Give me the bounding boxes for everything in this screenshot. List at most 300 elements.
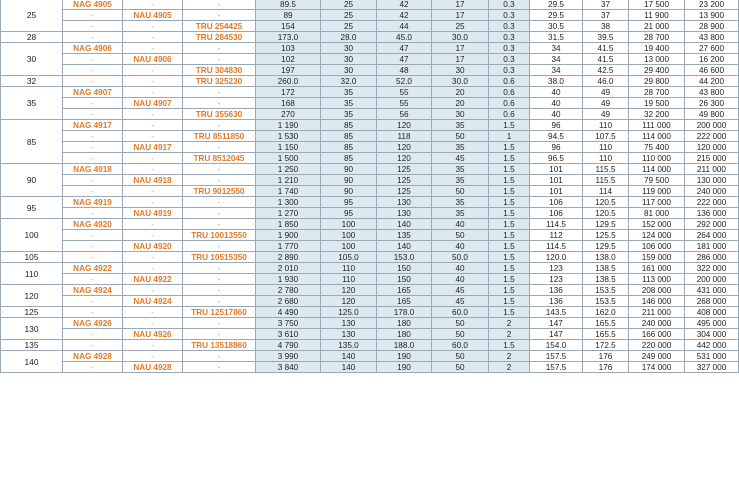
tru-part-cell: TRU 254425 <box>183 21 256 32</box>
nag-part-cell: NAG 4917 <box>63 120 123 131</box>
table-row <box>1 186 739 197</box>
outer-diameter-cell: 150 <box>377 274 432 285</box>
static-rating-cell: 200 000 <box>685 120 739 131</box>
shoulder-da-cell: 147 <box>530 318 583 329</box>
outer-diameter-cell: 47 <box>377 54 432 65</box>
outer-diameter-cell: 140 <box>377 241 432 252</box>
inner-diameter-cell: 140 <box>321 351 377 362</box>
load-cell: 1 150 <box>256 142 321 153</box>
static-rating-cell: 13 900 <box>685 10 739 21</box>
load-cell: 2 780 <box>256 285 321 296</box>
shoulder-da-cell: 29.5 <box>530 0 583 10</box>
shoulder-da-cell: 96.5 <box>530 153 583 164</box>
tru-part-cell: - <box>183 285 256 296</box>
width-cell: 17 <box>432 54 489 65</box>
bore-size-cell: 35 <box>1 87 63 120</box>
tru-part-cell: - <box>183 175 256 186</box>
nag-part-cell: - <box>63 65 123 76</box>
width-cell: 17 <box>432 10 489 21</box>
shoulder-Da-cell: 129.5 <box>583 219 629 230</box>
static-rating-cell: 28 900 <box>685 21 739 32</box>
width-cell: 40 <box>432 241 489 252</box>
shoulder-da-cell: 34 <box>530 54 583 65</box>
load-cell: 103 <box>256 43 321 54</box>
nag-part-cell: - <box>63 153 123 164</box>
radius-cell: 1.5 <box>489 153 530 164</box>
tru-part-cell: TRU 12517860 <box>183 307 256 318</box>
load-cell: 89.5 <box>256 0 321 10</box>
bore-size-cell: 85 <box>1 120 63 164</box>
shoulder-da-cell: 29.5 <box>530 10 583 21</box>
radius-cell: 0.3 <box>489 32 530 43</box>
shoulder-da-cell: 101 <box>530 175 583 186</box>
radius-cell: 0.3 <box>489 65 530 76</box>
width-cell: 35 <box>432 208 489 219</box>
tru-part-cell: - <box>183 120 256 131</box>
tru-part-cell: - <box>183 241 256 252</box>
inner-diameter-cell: 95 <box>321 197 377 208</box>
static-rating-cell: 442 000 <box>685 340 739 351</box>
width-cell: 20 <box>432 98 489 109</box>
outer-diameter-cell: 120 <box>377 153 432 164</box>
dynamic-rating-cell: 79 500 <box>629 175 685 186</box>
outer-diameter-cell: 180 <box>377 329 432 340</box>
static-rating-cell: 292 000 <box>685 219 739 230</box>
nag-part-cell: - <box>63 296 123 307</box>
radius-cell: 1.5 <box>489 120 530 131</box>
radius-cell: 1.5 <box>489 186 530 197</box>
radius-cell: 1.5 <box>489 241 530 252</box>
inner-diameter-cell: 90 <box>321 164 377 175</box>
width-cell: 17 <box>432 43 489 54</box>
load-cell: 1 300 <box>256 197 321 208</box>
width-cell: 30.0 <box>432 76 489 87</box>
tru-part-cell: - <box>183 142 256 153</box>
radius-cell: 2 <box>489 329 530 340</box>
width-cell: 45 <box>432 296 489 307</box>
width-cell: 40 <box>432 263 489 274</box>
table-row <box>1 131 739 142</box>
radius-cell: 2 <box>489 351 530 362</box>
nag-part-cell: NAG 4922 <box>63 263 123 274</box>
nag-part-cell: - <box>63 340 123 351</box>
radius-cell: 1.5 <box>489 142 530 153</box>
shoulder-da-cell: 34 <box>530 65 583 76</box>
outer-diameter-cell: 153.0 <box>377 252 432 263</box>
outer-diameter-cell: 125 <box>377 186 432 197</box>
load-cell: 4 790 <box>256 340 321 351</box>
shoulder-Da-cell: 120.5 <box>583 197 629 208</box>
shoulder-Da-cell: 120.5 <box>583 208 629 219</box>
radius-cell: 2 <box>489 318 530 329</box>
static-rating-cell: 16 200 <box>685 54 739 65</box>
dynamic-rating-cell: 113 000 <box>629 274 685 285</box>
nag-part-cell: - <box>63 142 123 153</box>
tru-part-cell: TRU 284530 <box>183 32 256 43</box>
bore-size-cell: 25 <box>1 0 63 32</box>
static-rating-cell: 130 000 <box>685 175 739 186</box>
dynamic-rating-cell: 161 000 <box>629 263 685 274</box>
tru-part-cell: TRU 10013550 <box>183 230 256 241</box>
dynamic-rating-cell: 117 000 <box>629 197 685 208</box>
nag-part-cell: - <box>63 32 123 43</box>
dynamic-rating-cell: 119 000 <box>629 186 685 197</box>
nag-part-cell: NAG 4924 <box>63 285 123 296</box>
table-row <box>1 329 739 340</box>
shoulder-Da-cell: 165.5 <box>583 329 629 340</box>
inner-diameter-cell: 85 <box>321 131 377 142</box>
outer-diameter-cell: 48 <box>377 65 432 76</box>
table-row <box>1 21 739 32</box>
shoulder-da-cell: 157.5 <box>530 362 583 373</box>
radius-cell: 1.5 <box>489 340 530 351</box>
outer-diameter-cell: 135 <box>377 230 432 241</box>
radius-cell: 1.5 <box>489 219 530 230</box>
static-rating-cell: 215 000 <box>685 153 739 164</box>
inner-diameter-cell: 28.0 <box>321 32 377 43</box>
static-rating-cell: 222 000 <box>685 131 739 142</box>
width-cell: 50 <box>432 362 489 373</box>
static-rating-cell: 240 000 <box>685 186 739 197</box>
inner-diameter-cell: 35 <box>321 98 377 109</box>
static-rating-cell: 44 200 <box>685 76 739 87</box>
inner-diameter-cell: 105.0 <box>321 252 377 263</box>
inner-diameter-cell: 140 <box>321 362 377 373</box>
load-cell: 1 850 <box>256 219 321 230</box>
load-cell: 154 <box>256 21 321 32</box>
shoulder-da-cell: 112 <box>530 230 583 241</box>
table-row <box>1 98 739 109</box>
radius-cell: 0.3 <box>489 43 530 54</box>
width-cell: 50.0 <box>432 252 489 263</box>
shoulder-da-cell: 157.5 <box>530 351 583 362</box>
bore-size-cell: 95 <box>1 197 63 219</box>
tru-part-cell: - <box>183 164 256 175</box>
static-rating-cell: 211 000 <box>685 164 739 175</box>
nau-part-cell: - <box>123 219 183 230</box>
nau-part-cell: - <box>123 186 183 197</box>
shoulder-Da-cell: 107.5 <box>583 131 629 142</box>
nau-part-cell: NAU 4918 <box>123 175 183 186</box>
nau-part-cell: - <box>123 0 183 10</box>
width-cell: 25 <box>432 21 489 32</box>
shoulder-da-cell: 114.5 <box>530 219 583 230</box>
outer-diameter-cell: 45.0 <box>377 32 432 43</box>
nau-part-cell: NAU 4928 <box>123 362 183 373</box>
nag-part-cell: NAG 4928 <box>63 351 123 362</box>
table-row <box>1 274 739 285</box>
radius-cell: 1.5 <box>489 296 530 307</box>
nag-part-cell: - <box>63 98 123 109</box>
shoulder-Da-cell: 138.0 <box>583 252 629 263</box>
static-rating-cell: 408 000 <box>685 307 739 318</box>
width-cell: 45 <box>432 153 489 164</box>
bore-size-cell: 32 <box>1 76 63 87</box>
nag-part-cell: - <box>63 307 123 318</box>
shoulder-da-cell: 94.5 <box>530 131 583 142</box>
shoulder-Da-cell: 115.5 <box>583 175 629 186</box>
static-rating-cell: 431 000 <box>685 285 739 296</box>
shoulder-Da-cell: 153.5 <box>583 296 629 307</box>
nag-part-cell: - <box>63 362 123 373</box>
load-cell: 1 250 <box>256 164 321 175</box>
nau-part-cell: - <box>123 109 183 120</box>
shoulder-Da-cell: 165.5 <box>583 318 629 329</box>
shoulder-Da-cell: 37 <box>583 0 629 10</box>
radius-cell: 0.6 <box>489 98 530 109</box>
width-cell: 40 <box>432 274 489 285</box>
outer-diameter-cell: 55 <box>377 98 432 109</box>
nau-part-cell: - <box>123 153 183 164</box>
tru-part-cell: - <box>183 43 256 54</box>
inner-diameter-cell: 90 <box>321 186 377 197</box>
inner-diameter-cell: 35 <box>321 109 377 120</box>
outer-diameter-cell: 55 <box>377 87 432 98</box>
outer-diameter-cell: 150 <box>377 263 432 274</box>
radius-cell: 1 <box>489 131 530 142</box>
bore-size-cell: 130 <box>1 318 63 340</box>
shoulder-Da-cell: 125.5 <box>583 230 629 241</box>
inner-diameter-cell: 25 <box>321 0 377 10</box>
tru-part-cell: - <box>183 362 256 373</box>
static-rating-cell: 531 000 <box>685 351 739 362</box>
table-row <box>1 318 739 329</box>
inner-diameter-cell: 120 <box>321 296 377 307</box>
table-row <box>1 175 739 186</box>
shoulder-da-cell: 40 <box>530 109 583 120</box>
table-row <box>1 164 739 175</box>
inner-diameter-cell: 32.0 <box>321 76 377 87</box>
shoulder-da-cell: 123 <box>530 274 583 285</box>
table-body <box>1 0 739 373</box>
width-cell: 40 <box>432 219 489 230</box>
nag-part-cell: - <box>63 241 123 252</box>
nag-part-cell: - <box>63 54 123 65</box>
shoulder-Da-cell: 110 <box>583 153 629 164</box>
dynamic-rating-cell: 240 000 <box>629 318 685 329</box>
outer-diameter-cell: 130 <box>377 197 432 208</box>
bore-size-cell: 100 <box>1 219 63 252</box>
inner-diameter-cell: 30 <box>321 65 377 76</box>
bore-size-cell: 125 <box>1 307 63 318</box>
tru-part-cell: - <box>183 54 256 65</box>
shoulder-Da-cell: 176 <box>583 351 629 362</box>
shoulder-Da-cell: 39.5 <box>583 32 629 43</box>
radius-cell: 1.5 <box>489 197 530 208</box>
load-cell: 172 <box>256 87 321 98</box>
dynamic-rating-cell: 28 700 <box>629 87 685 98</box>
radius-cell: 1.5 <box>489 285 530 296</box>
table-row <box>1 197 739 208</box>
outer-diameter-cell: 125 <box>377 175 432 186</box>
bore-size-cell: 105 <box>1 252 63 263</box>
width-cell: 50 <box>432 230 489 241</box>
shoulder-da-cell: 147 <box>530 329 583 340</box>
outer-diameter-cell: 118 <box>377 131 432 142</box>
shoulder-da-cell: 106 <box>530 197 583 208</box>
shoulder-Da-cell: 38 <box>583 21 629 32</box>
shoulder-da-cell: 136 <box>530 285 583 296</box>
nag-part-cell: NAG 4920 <box>63 219 123 230</box>
shoulder-Da-cell: 41.5 <box>583 43 629 54</box>
bore-size-cell: 120 <box>1 285 63 307</box>
width-cell: 60.0 <box>432 307 489 318</box>
nau-part-cell: - <box>123 230 183 241</box>
outer-diameter-cell: 190 <box>377 351 432 362</box>
dynamic-rating-cell: 166 000 <box>629 329 685 340</box>
nau-part-cell: NAU 4922 <box>123 274 183 285</box>
load-cell: 1 190 <box>256 120 321 131</box>
inner-diameter-cell: 85 <box>321 142 377 153</box>
static-rating-cell: 49 800 <box>685 109 739 120</box>
load-cell: 2 010 <box>256 263 321 274</box>
nau-part-cell: NAU 4905 <box>123 10 183 21</box>
static-rating-cell: 46 600 <box>685 65 739 76</box>
shoulder-Da-cell: 37 <box>583 10 629 21</box>
tru-part-cell: - <box>183 208 256 219</box>
dynamic-rating-cell: 111 000 <box>629 120 685 131</box>
load-cell: 1 740 <box>256 186 321 197</box>
static-rating-cell: 136 000 <box>685 208 739 219</box>
shoulder-da-cell: 106 <box>530 208 583 219</box>
nag-part-cell: NAG 4906 <box>63 43 123 54</box>
radius-cell: 0.6 <box>489 109 530 120</box>
width-cell: 50 <box>432 351 489 362</box>
inner-diameter-cell: 120 <box>321 285 377 296</box>
bore-size-cell: 140 <box>1 351 63 373</box>
static-rating-cell: 181 000 <box>685 241 739 252</box>
nau-part-cell: - <box>123 21 183 32</box>
shoulder-Da-cell: 49 <box>583 98 629 109</box>
nag-part-cell: NAG 4926 <box>63 318 123 329</box>
table-row <box>1 43 739 54</box>
shoulder-Da-cell: 115.5 <box>583 164 629 175</box>
outer-diameter-cell: 56 <box>377 109 432 120</box>
inner-diameter-cell: 30 <box>321 54 377 65</box>
shoulder-da-cell: 40 <box>530 98 583 109</box>
load-cell: 102 <box>256 54 321 65</box>
width-cell: 50 <box>432 186 489 197</box>
table-row <box>1 32 739 43</box>
dynamic-rating-cell: 146 000 <box>629 296 685 307</box>
radius-cell: 1.5 <box>489 175 530 186</box>
tru-part-cell: - <box>183 219 256 230</box>
tru-part-cell: TRU 9012550 <box>183 186 256 197</box>
dynamic-rating-cell: 32 200 <box>629 109 685 120</box>
nau-part-cell: - <box>123 197 183 208</box>
tru-part-cell: - <box>183 329 256 340</box>
inner-diameter-cell: 35 <box>321 87 377 98</box>
table-row <box>1 362 739 373</box>
dynamic-rating-cell: 81 000 <box>629 208 685 219</box>
shoulder-Da-cell: 42.5 <box>583 65 629 76</box>
width-cell: 35 <box>432 164 489 175</box>
static-rating-cell: 120 000 <box>685 142 739 153</box>
width-cell: 35 <box>432 197 489 208</box>
outer-diameter-cell: 178.0 <box>377 307 432 318</box>
outer-diameter-cell: 47 <box>377 43 432 54</box>
outer-diameter-cell: 165 <box>377 285 432 296</box>
width-cell: 30 <box>432 109 489 120</box>
nau-part-cell: - <box>123 65 183 76</box>
load-cell: 173.0 <box>256 32 321 43</box>
shoulder-Da-cell: 162.0 <box>583 307 629 318</box>
shoulder-Da-cell: 114 <box>583 186 629 197</box>
shoulder-Da-cell: 172.5 <box>583 340 629 351</box>
table-row <box>1 263 739 274</box>
inner-diameter-cell: 95 <box>321 208 377 219</box>
radius-cell: 2 <box>489 362 530 373</box>
nag-part-cell: - <box>63 21 123 32</box>
nau-part-cell: - <box>123 120 183 131</box>
static-rating-cell: 26 300 <box>685 98 739 109</box>
width-cell: 35 <box>432 175 489 186</box>
radius-cell: 1.5 <box>489 274 530 285</box>
width-cell: 30.0 <box>432 32 489 43</box>
nau-part-cell: NAU 4920 <box>123 241 183 252</box>
nag-part-cell: - <box>63 230 123 241</box>
dynamic-rating-cell: 249 000 <box>629 351 685 362</box>
shoulder-Da-cell: 176 <box>583 362 629 373</box>
tru-part-cell: - <box>183 351 256 362</box>
nau-part-cell: - <box>123 131 183 142</box>
dynamic-rating-cell: 110 000 <box>629 153 685 164</box>
shoulder-da-cell: 34 <box>530 43 583 54</box>
dynamic-rating-cell: 159 000 <box>629 252 685 263</box>
dynamic-rating-cell: 220 000 <box>629 340 685 351</box>
outer-diameter-cell: 165 <box>377 296 432 307</box>
nau-part-cell: - <box>123 285 183 296</box>
nag-part-cell: - <box>63 175 123 186</box>
outer-diameter-cell: 120 <box>377 142 432 153</box>
inner-diameter-cell: 100 <box>321 241 377 252</box>
static-rating-cell: 286 000 <box>685 252 739 263</box>
dynamic-rating-cell: 124 000 <box>629 230 685 241</box>
tru-part-cell: - <box>183 274 256 285</box>
nau-part-cell: NAU 4926 <box>123 329 183 340</box>
inner-diameter-cell: 130 <box>321 329 377 340</box>
table-row <box>1 340 739 351</box>
dynamic-rating-cell: 19 500 <box>629 98 685 109</box>
table-row <box>1 153 739 164</box>
load-cell: 1 210 <box>256 175 321 186</box>
nau-part-cell: NAU 4906 <box>123 54 183 65</box>
shoulder-Da-cell: 110 <box>583 142 629 153</box>
table-row <box>1 307 739 318</box>
load-cell: 197 <box>256 65 321 76</box>
shoulder-Da-cell: 138.5 <box>583 274 629 285</box>
inner-diameter-cell: 100 <box>321 230 377 241</box>
tru-part-cell: TRU 8511850 <box>183 131 256 142</box>
static-rating-cell: 23 200 <box>685 0 739 10</box>
shoulder-da-cell: 136 <box>530 296 583 307</box>
tru-part-cell: TRU 325230 <box>183 76 256 87</box>
nag-part-cell: NAG 4919 <box>63 197 123 208</box>
radius-cell: 0.6 <box>489 87 530 98</box>
shoulder-da-cell: 40 <box>530 87 583 98</box>
nau-part-cell: - <box>123 164 183 175</box>
nag-part-cell: NAG 4907 <box>63 87 123 98</box>
dynamic-rating-cell: 11 900 <box>629 10 685 21</box>
nau-part-cell: - <box>123 351 183 362</box>
table-row <box>1 230 739 241</box>
load-cell: 2 890 <box>256 252 321 263</box>
dynamic-rating-cell: 29 400 <box>629 65 685 76</box>
shoulder-da-cell: 154.0 <box>530 340 583 351</box>
shoulder-da-cell: 30.5 <box>530 21 583 32</box>
static-rating-cell: 222 000 <box>685 197 739 208</box>
dynamic-rating-cell: 152 000 <box>629 219 685 230</box>
